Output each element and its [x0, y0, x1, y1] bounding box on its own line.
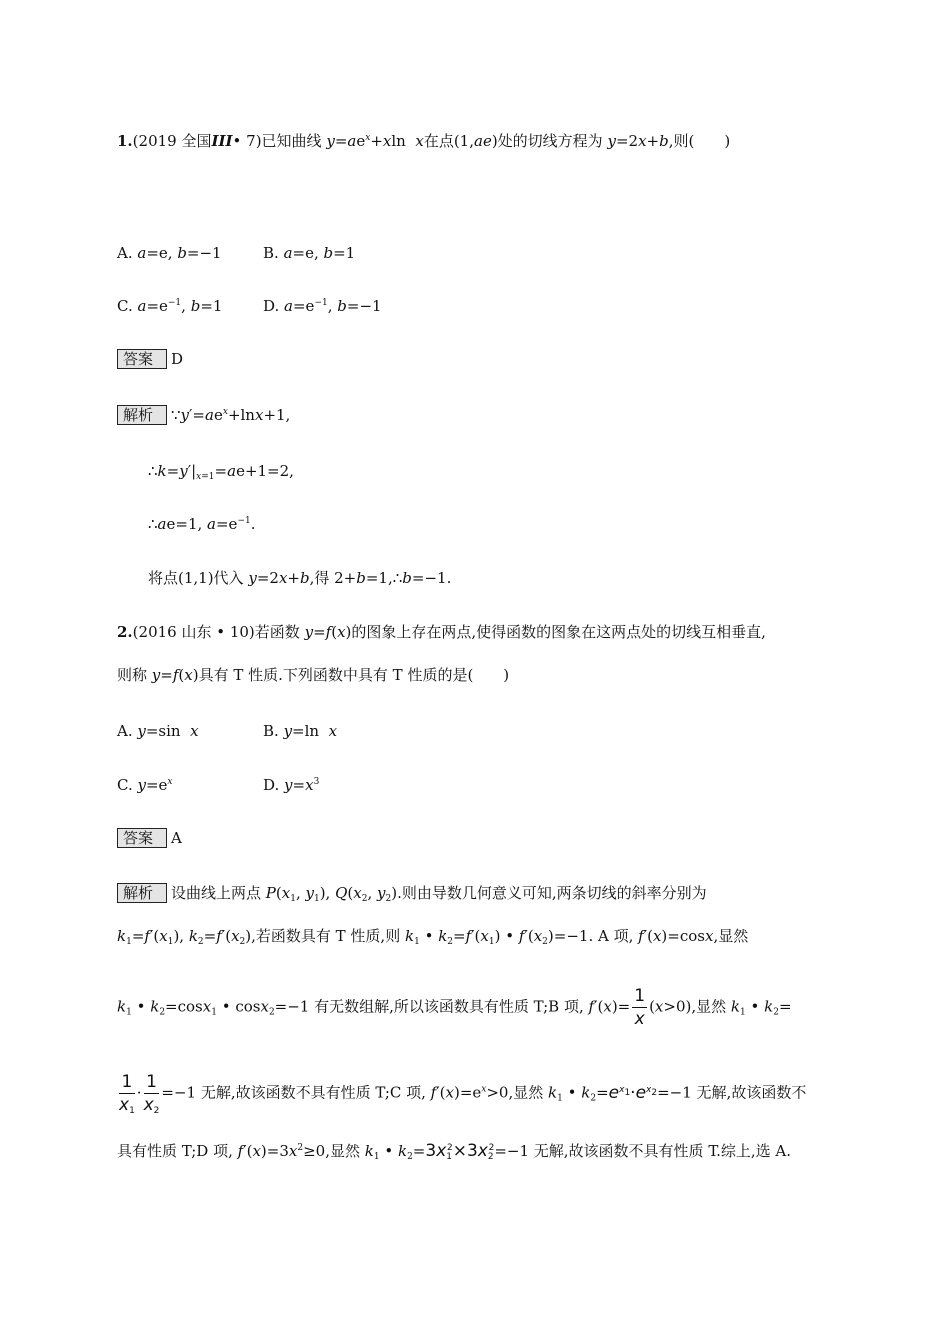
- q1-option-c[interactable]: C. $a=e^{-1}$, b=1: [117, 297, 223, 315]
- q2-options-row2: [117, 775, 320, 795]
- q2-source: (2016 山东 • 10): [132, 623, 255, 641]
- fraction-1-over-x2: $\frac{1}{x_2}$: [143, 1072, 160, 1116]
- fraction-1-over-x1: $\frac{1}{x_1}$: [119, 1072, 135, 1116]
- q2-analysis-line2: $k_1=f'(x_1)$, $k_2=f'(x_2)$,若函数具有 T 性质,则 $k_1$ • $k_2=f'(x_1)$ • $f'(x_2)=-1$. A 项, f′(x)=cosx,显然: [117, 927, 749, 947]
- q2-option-b[interactable]: B. y=ln x: [263, 722, 338, 740]
- q1-analysis-line4: 将点(1,1)代入 y=2x+b,得 2+b=1,∴b=−1.: [148, 569, 452, 587]
- q1-option-b[interactable]: B. a=e, b=1: [263, 244, 356, 262]
- q2-analysis-line3: $k_1$ • $k_2=\cos x_1$ • cosx$_2$=−1 有无数组解,所以该函数具有性质 T;B 项, f′(x)= $\frac{1}{x}$ (x>0),显然 $k_1$ • $k_2=$: [117, 986, 792, 1029]
- q1-option-a[interactable]: A. a=e, b=−1: [117, 244, 222, 262]
- q1-options-row2: [117, 296, 382, 316]
- q1-stem: 1.(2019 全国III• 7)已知曲线 $y=ae^x+xln$ x在点(1,ae)处的切线方程为 y=2x+b,则( ): [117, 132, 731, 150]
- q1-analysis-line3: ∴ae=1, $a=e^{-1}$.: [148, 515, 256, 533]
- q1-options-row1: [117, 243, 356, 263]
- q1-answer-value: D: [171, 350, 184, 368]
- analysis-label: 解析: [117, 883, 167, 903]
- answer-label: 答案: [117, 349, 167, 369]
- q1-analysis-line2: $\therefore k=y'|_{x=1}=ae+1=2$,: [148, 462, 294, 482]
- q1-answer: [117, 349, 183, 369]
- q2-options-row1: [117, 721, 338, 741]
- q1-analysis-line1: 解析 $\because y'=ae^x+\ln x+1$,: [117, 405, 290, 425]
- q2-analysis-line4: $\frac{1}{x_1}$ · $\frac{1}{x_2}$ =−1 无解,故该函数不具有性质 T;C 项, $f'(x)=e^x>0$,显然 $k_1$ • $k_2=e^{x_1}\cdot e^{x_2}=-1$ 无解,故该函数不: [119, 1072, 807, 1116]
- q2-stem-line2: 则称 y=f(x)具有 T 性质.下列函数中具有 T 性质的是( ): [117, 666, 510, 684]
- q2-option-d[interactable]: D. $y=x^3$: [263, 776, 320, 794]
- q1-source: (2019 全国III• 7): [132, 132, 262, 150]
- q2-stem-line1: 2.(2016 山东 • 10)若函数 y=f(x)的图象上存在两点,使得函数的图象在这两点处的切线互相垂直,: [117, 623, 766, 641]
- q2-option-a[interactable]: A. y=sin x: [117, 722, 199, 740]
- q2-analysis-line1: 解析 设曲线上两点 $P(x_1$, $y_1$), $Q(x_2$, $y_2$).则由导数几何意义可知,两条切线的斜率分别为: [117, 883, 707, 903]
- fraction-1-over-x: $\frac{1}{x}$: [634, 986, 646, 1029]
- analysis-label: 解析: [117, 405, 167, 425]
- q1-curve-eq: $y=ae^x+xln$ x: [326, 132, 424, 150]
- q2-number: 2.: [117, 623, 133, 641]
- q2-option-c[interactable]: C. $y=e^x$: [117, 776, 173, 794]
- q1-tangent-eq: y=2x+b: [607, 132, 669, 150]
- q1-number: 1.: [117, 132, 133, 150]
- q2-answer-value: A: [171, 829, 182, 847]
- q2-answer: [117, 828, 182, 848]
- q2-analysis-line5: 具有性质 T;D 项, $f'(x)=3x^2\ge 0$,显然 $k_1$ • $k_2=3x_1^2\times 3x_2^2=-1$ 无解,故该函数不具有性质 T.综上,选 A.: [117, 1141, 792, 1162]
- q1-option-d[interactable]: D. $a=e^{-1}$, b=−1: [263, 297, 382, 315]
- answer-label: 答案: [117, 828, 167, 848]
